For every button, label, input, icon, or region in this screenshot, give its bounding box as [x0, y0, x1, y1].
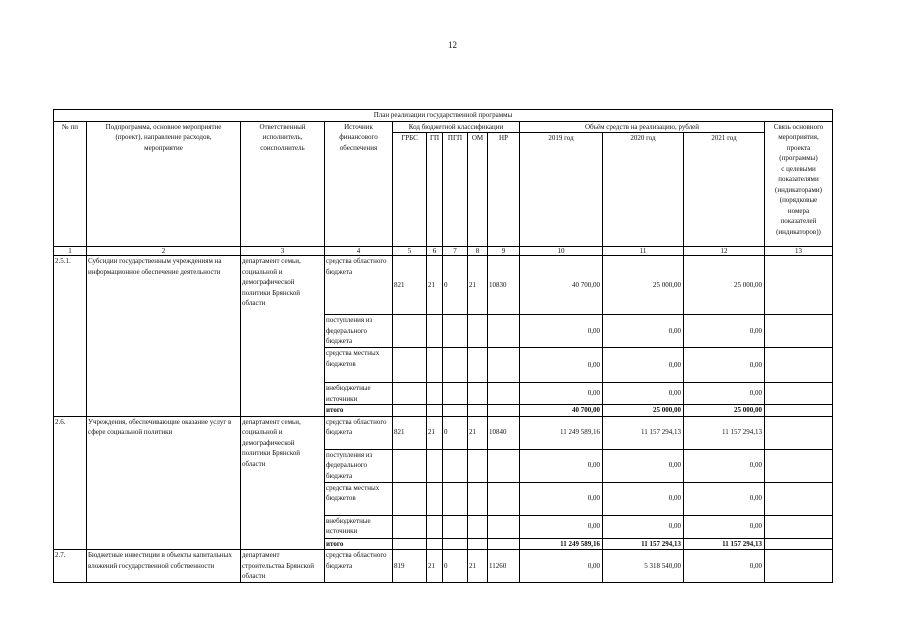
column-number: 12 [684, 247, 765, 256]
indicator-link-cell [765, 550, 833, 583]
code-np [488, 482, 520, 515]
funding-source: средства местных бюджетов [325, 482, 393, 515]
header-2019: 2019 год [520, 133, 603, 247]
code-grbs [393, 383, 427, 405]
code-om: 21 [468, 416, 488, 449]
header-pgp: ПГП [443, 133, 468, 247]
item-number: 2.7. [54, 550, 87, 583]
amount-2020: 0,00 [603, 515, 684, 538]
amount-2021: 0,00 [684, 383, 765, 405]
code-pgp [443, 405, 468, 417]
code-om [468, 348, 488, 383]
code-np [488, 449, 520, 482]
code-gp [427, 449, 443, 482]
amount-2020: 0,00 [603, 482, 684, 515]
amount-2020: 0,00 [603, 449, 684, 482]
funding-source: средства областного бюджета [325, 416, 393, 449]
code-np: 11260 [488, 550, 520, 583]
amount-2020: 0,00 [603, 383, 684, 405]
amount-2019: 0,00 [520, 515, 603, 538]
table-row [54, 416, 833, 449]
amount-2020: 11 157 294,13 [603, 416, 684, 449]
indicator-link-cell [765, 405, 833, 417]
code-np [488, 538, 520, 550]
header-executor: Ответственный исполнитель, соисполнитель [241, 121, 325, 247]
column-number: 9 [488, 247, 520, 256]
code-grbs [393, 538, 427, 550]
header-link: Связь основного мероприятия, проекта (программы) с целевыми показателями (индикаторами) (порядковые номера показателей (индикаторов)) [765, 121, 833, 247]
amount-2020: 0,00 [603, 315, 684, 348]
code-np: 10840 [488, 416, 520, 449]
code-grbs [393, 482, 427, 515]
code-gp [427, 515, 443, 538]
program-plan-table-wrapper [53, 109, 833, 583]
column-number: 8 [468, 247, 488, 256]
code-np [488, 383, 520, 405]
code-pgp: 0 [443, 550, 468, 583]
funding-source: итого [325, 538, 393, 550]
funding-source: итого [325, 405, 393, 417]
amount-2021: 25 000,00 [684, 256, 765, 315]
code-grbs: 821 [393, 416, 427, 449]
indicator-link-cell [765, 256, 833, 315]
code-np: 10830 [488, 256, 520, 315]
item-name: Бюджетные инвестиции в объекты капитальных вложений государственной собственности [87, 550, 241, 583]
amount-2021: 0,00 [684, 449, 765, 482]
item-name: Учреждения, обеспечивающие оказание услуг в сфере социальной политики [87, 416, 241, 550]
code-om [468, 515, 488, 538]
code-pgp [443, 515, 468, 538]
code-gp: 21 [427, 416, 443, 449]
column-number: 13 [765, 247, 833, 256]
amount-2020: 25 000,00 [603, 256, 684, 315]
header-source: Источник финансового обеспечения [325, 121, 393, 247]
header-2021: 2021 год [684, 133, 765, 247]
item-number: 2.5.1. [54, 256, 87, 417]
amount-2021: 0,00 [684, 482, 765, 515]
header-gp: ГП [427, 133, 443, 247]
amount-2021: 11 157 294,13 [684, 538, 765, 550]
funding-source: внебюджетные источники [325, 383, 393, 405]
code-om: 21 [468, 256, 488, 315]
amount-2021: 0,00 [684, 515, 765, 538]
code-np [488, 315, 520, 348]
code-grbs: 819 [393, 550, 427, 583]
table-title: План реализации государственной программы [54, 110, 833, 122]
code-np [488, 515, 520, 538]
amount-2019: 0,00 [520, 550, 603, 583]
code-gp [427, 315, 443, 348]
header-2020: 2020 год [603, 133, 684, 247]
funding-source: поступления из федерального бюджета [325, 449, 393, 482]
indicator-link-cell [765, 315, 833, 348]
amount-2019: 0,00 [520, 348, 603, 383]
indicator-link-cell [765, 449, 833, 482]
amount-2019: 40 700,00 [520, 256, 603, 315]
column-number: 4 [325, 247, 393, 256]
indicator-link-cell [765, 383, 833, 405]
code-grbs [393, 315, 427, 348]
code-pgp [443, 538, 468, 550]
table-row [54, 550, 833, 583]
amount-2019: 0,00 [520, 315, 603, 348]
column-number: 2 [87, 247, 241, 256]
code-grbs [393, 348, 427, 383]
item-executor: департамент семьи, социальной и демографической политики Брянской области [241, 416, 325, 550]
item-number: 2.6. [54, 416, 87, 550]
amount-2021: 0,00 [684, 315, 765, 348]
code-om [468, 449, 488, 482]
indicator-link-cell [765, 416, 833, 449]
column-number: 3 [241, 247, 325, 256]
code-om [468, 383, 488, 405]
code-grbs: 821 [393, 256, 427, 315]
indicator-link-cell [765, 348, 833, 383]
amount-2021: 0,00 [684, 348, 765, 383]
item-executor: департамент строительства Брянской области [241, 550, 325, 583]
amount-2020: 0,00 [603, 348, 684, 383]
code-om [468, 482, 488, 515]
amount-2021: 11 157 294,13 [684, 416, 765, 449]
column-numbers-row [54, 247, 833, 256]
amount-2020: 11 157 294,13 [603, 538, 684, 550]
amount-2019: 0,00 [520, 482, 603, 515]
column-number: 7 [443, 247, 468, 256]
funding-source: поступления из федерального бюджета [325, 315, 393, 348]
code-pgp [443, 348, 468, 383]
code-grbs [393, 515, 427, 538]
column-number: 11 [603, 247, 684, 256]
code-np [488, 348, 520, 383]
amount-2019: 0,00 [520, 383, 603, 405]
code-om [468, 538, 488, 550]
item-name: Субсидии государственным учреждениям на информационное обеспечение деятельности [87, 256, 241, 417]
indicator-link-cell [765, 482, 833, 515]
code-gp [427, 482, 443, 515]
funding-source: средства местных бюджетов [325, 348, 393, 383]
code-grbs [393, 449, 427, 482]
code-pgp [443, 383, 468, 405]
header-subprogram: Подпрограмма, основное мероприятие (проект), направление расходов, мероприятие [87, 121, 241, 247]
funding-source: средства областного бюджета [325, 256, 393, 315]
header-om: ОМ [468, 133, 488, 247]
header-budget-code: Код бюджетной классификации [393, 121, 520, 133]
header-volume: Объём средств на реализацию, рублей [520, 121, 765, 133]
column-number: 1 [54, 247, 87, 256]
code-grbs [393, 405, 427, 417]
amount-2021: 25 000,00 [684, 405, 765, 417]
item-executor: департамент семьи, социальной и демографической политики Брянской области [241, 256, 325, 417]
amount-2019: 11 249 589,16 [520, 538, 603, 550]
code-gp [427, 383, 443, 405]
indicator-link-cell [765, 515, 833, 538]
table-row [54, 256, 833, 315]
amount-2020: 25 000,00 [603, 405, 684, 417]
funding-source: средства областного бюджета [325, 550, 393, 583]
code-gp [427, 538, 443, 550]
indicator-link-cell [765, 538, 833, 550]
header-np: НР [488, 133, 520, 247]
code-pgp: 0 [443, 416, 468, 449]
code-gp [427, 405, 443, 417]
funding-source: внебюджетные источники [325, 515, 393, 538]
code-om [468, 405, 488, 417]
page-number: 12 [448, 40, 457, 50]
code-om [468, 315, 488, 348]
column-number: 10 [520, 247, 603, 256]
code-gp: 21 [427, 550, 443, 583]
column-number: 6 [427, 247, 443, 256]
code-np [488, 405, 520, 417]
code-gp: 21 [427, 256, 443, 315]
amount-2021: 0,00 [684, 550, 765, 583]
code-pgp [443, 449, 468, 482]
code-pgp [443, 482, 468, 515]
column-number: 5 [393, 247, 427, 256]
header-no: № пп [54, 121, 87, 247]
amount-2019: 11 249 589,16 [520, 416, 603, 449]
code-om: 21 [468, 550, 488, 583]
amount-2019: 40 700,00 [520, 405, 603, 417]
amount-2019: 0,00 [520, 449, 603, 482]
program-plan-table [53, 109, 833, 583]
header-grbs: ГРБС [393, 133, 427, 247]
code-gp [427, 348, 443, 383]
code-pgp [443, 315, 468, 348]
amount-2020: 5 318 540,00 [603, 550, 684, 583]
code-pgp: 0 [443, 256, 468, 315]
